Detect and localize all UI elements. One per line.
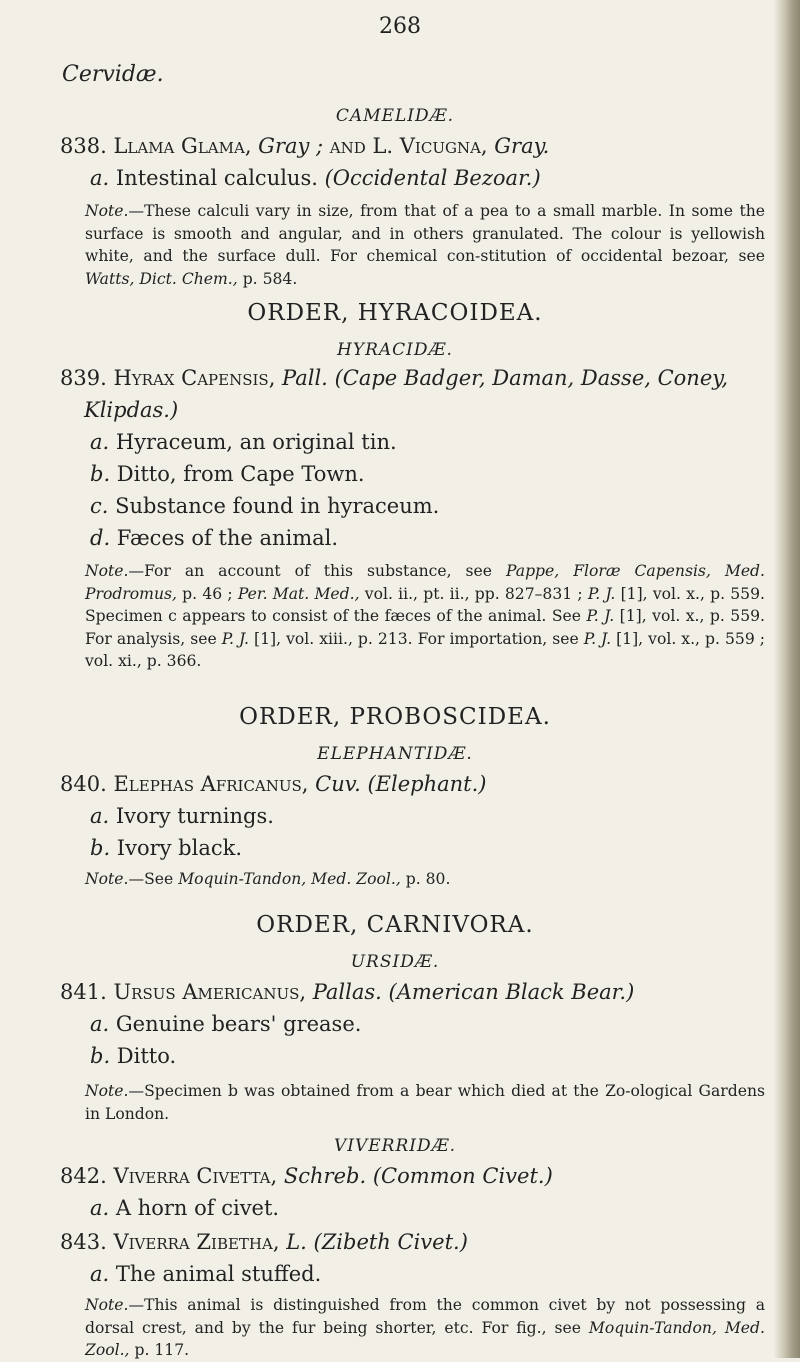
species-name: Viverra Civetta,	[113, 1164, 284, 1188]
note-text: [1], vol. x., p. 559. For analysis, see	[85, 607, 766, 648]
item-text: Fæces of the animal.	[110, 526, 339, 550]
note-text: p. 46 ;	[176, 584, 238, 603]
note-label: Note.	[85, 202, 129, 220]
entry-843-note	[85, 1294, 765, 1362]
item-text: A horn of civet.	[109, 1196, 280, 1220]
entry-842-item-a	[90, 1196, 279, 1220]
entry-839-item-a	[90, 430, 397, 454]
item-text: Genuine bears' grease.	[109, 1012, 362, 1036]
entry-838-note	[85, 200, 765, 290]
entry-839-title	[60, 366, 728, 390]
entry-838-title	[60, 134, 549, 158]
note-text: —Specimen b was obtained from a bear which died at the Zo-ological Gardens in London.	[85, 1082, 765, 1123]
species-name: Ursus Americanus,	[113, 980, 313, 1004]
note-text-tail: p. 117.	[129, 1341, 190, 1359]
authority: Pallas.	[312, 980, 382, 1004]
species-name: Elephas Africanus,	[113, 772, 316, 796]
entry-840-title	[60, 772, 486, 796]
species-name: Llama Glama,	[113, 134, 259, 158]
note-reference: Moquin-Tandon, Med. Zool.,	[85, 1318, 765, 1359]
note-text: —These calculi vary in size, from that of a pea to a small marble. In some the surface is smooth and angular, and in others granulated. The colour is yellowish white, and the surface dull. For chemical con-stitution of occidental bezoar, see	[85, 202, 765, 265]
item-letter: a.	[90, 1196, 110, 1220]
entry-number: 843.	[60, 1230, 107, 1254]
species-name: Hyrax Capensis,	[113, 366, 283, 390]
note-reference: Moquin-Tandon, Med. Zool.,	[178, 870, 401, 888]
note-label: Note.	[85, 562, 129, 580]
note-reference: P. J.	[587, 584, 616, 603]
conjunction: and	[323, 134, 373, 158]
note-label: Note.	[85, 870, 129, 888]
item-text: Ivory turnings.	[109, 804, 274, 828]
entry-840-item-b	[90, 836, 242, 860]
note-text: vol. ii., pt. ii., pp. 827–831 ;	[359, 584, 588, 603]
item-letter: b.	[90, 462, 111, 486]
authority: Schreb.	[283, 1164, 367, 1188]
species-name: Viverra Zibetha,	[113, 1230, 287, 1254]
item-letter: c.	[90, 494, 109, 518]
note-reference: P. J.	[221, 629, 250, 648]
entry-841-item-a	[90, 1012, 361, 1036]
family-heading-viverridae: VIVERRIDÆ.	[333, 1136, 457, 1156]
note-text-tail: p. 80.	[400, 870, 451, 888]
item-text: Ditto.	[110, 1044, 177, 1068]
authority: Cuv.	[315, 772, 361, 796]
entry-843-title	[60, 1230, 468, 1254]
note-reference: Pappe, Floræ Capensis, Med. Prodromus,	[85, 562, 765, 603]
item-letter: a.	[90, 1262, 110, 1286]
entry-843-item-a	[90, 1262, 321, 1286]
family-heading-elephantidae: ELEPHANTIDÆ.	[317, 744, 473, 764]
entry-number: 842.	[60, 1164, 107, 1188]
item-text: Substance found in hyraceum.	[108, 494, 440, 518]
entry-840-note	[85, 868, 765, 891]
authority: Pall.	[282, 366, 328, 390]
item-text: Ivory black.	[110, 836, 243, 860]
note-text: —This animal is distinguished from the common civet by not possessing a dorsal crest, and by the fur being shorter, etc. For fig., see	[85, 1296, 765, 1337]
note-text: —For an account of this substance, see	[128, 562, 506, 580]
family-heading-camelidae: CAMELIDÆ.	[335, 106, 455, 126]
entry-841-title	[60, 980, 634, 1004]
common-name: (Occidental Bezoar.)	[324, 166, 541, 190]
common-name: (Zibeth Civet.)	[313, 1230, 468, 1254]
note-text: —See	[128, 870, 179, 888]
note-reference: P. J.	[586, 607, 615, 625]
note-reference: Per. Mat. Med.,	[237, 584, 360, 603]
authority: Gray ;	[258, 134, 324, 158]
note-text: [1], vol. x., p. 559. Specimen c appears to consist of the fæces of the animal. See	[85, 584, 765, 625]
note-text: [1], vol. x., p. 559 ; vol. xi., p. 366.	[85, 629, 766, 670]
item-letter: b.	[90, 1044, 111, 1068]
item-text: The animal stuffed.	[109, 1262, 322, 1286]
item-text: Intestinal calculus.	[109, 166, 325, 190]
order-heading-hyracoidea: ORDER, HYRACOIDEA.	[247, 300, 543, 326]
item-letter: a.	[90, 1012, 110, 1036]
item-text: Hyraceum, an original tin.	[109, 430, 397, 454]
note-reference: Watts, Dict. Chem.,	[85, 269, 238, 288]
entry-number: 839.	[60, 366, 107, 390]
note-label: Note.	[85, 1082, 129, 1100]
item-letter: d.	[90, 526, 111, 550]
entry-841-note	[85, 1080, 765, 1125]
entry-839-item-b	[90, 462, 365, 486]
family-heading-hyracidae: HYRACIDÆ.	[337, 340, 453, 360]
item-letter: a.	[90, 804, 110, 828]
note-text-tail: p. 584.	[237, 269, 298, 288]
entry-840-item-a	[90, 804, 274, 828]
common-name: (Elephant.)	[367, 772, 487, 796]
entry-number: 838.	[60, 134, 107, 158]
common-name: (American Black Bear.)	[388, 980, 635, 1004]
item-letter: a.	[90, 166, 110, 190]
species-name: L. Vicugna,	[372, 134, 495, 158]
entry-839-item-c	[90, 494, 439, 518]
item-text: Ditto, from Cape Town.	[110, 462, 365, 486]
note-reference: P. J.	[583, 629, 612, 648]
entry-number: 840.	[60, 772, 107, 796]
entry-839-common-cont	[84, 398, 178, 422]
running-family-header: Cervidæ.	[62, 62, 164, 87]
common-name-continued: Klipdas.)	[84, 398, 179, 422]
authority: L.	[286, 1230, 307, 1254]
authority: Gray.	[494, 134, 550, 158]
item-letter: a.	[90, 430, 110, 454]
note-text: [1], vol. xiii., p. 213. For importation, see	[249, 629, 584, 648]
note-label: Note.	[85, 1296, 129, 1314]
entry-839-note	[85, 560, 765, 673]
common-name: (Cape Badger, Daman, Dasse, Coney,	[334, 366, 729, 390]
order-heading-carnivora: ORDER, CARNIVORA.	[256, 912, 534, 938]
entry-841-item-b	[90, 1044, 176, 1068]
common-name: (Common Civet.)	[372, 1164, 553, 1188]
order-heading-proboscidea: ORDER, PROBOSCIDEA.	[239, 704, 551, 730]
entry-839-item-d	[90, 526, 338, 550]
family-heading-ursidae: URSIDÆ.	[350, 952, 440, 972]
entry-838-item-a	[90, 166, 541, 190]
page-number: 268	[379, 14, 421, 39]
entry-number: 841.	[60, 980, 107, 1004]
entry-842-title	[60, 1164, 553, 1188]
item-letter: b.	[90, 836, 111, 860]
